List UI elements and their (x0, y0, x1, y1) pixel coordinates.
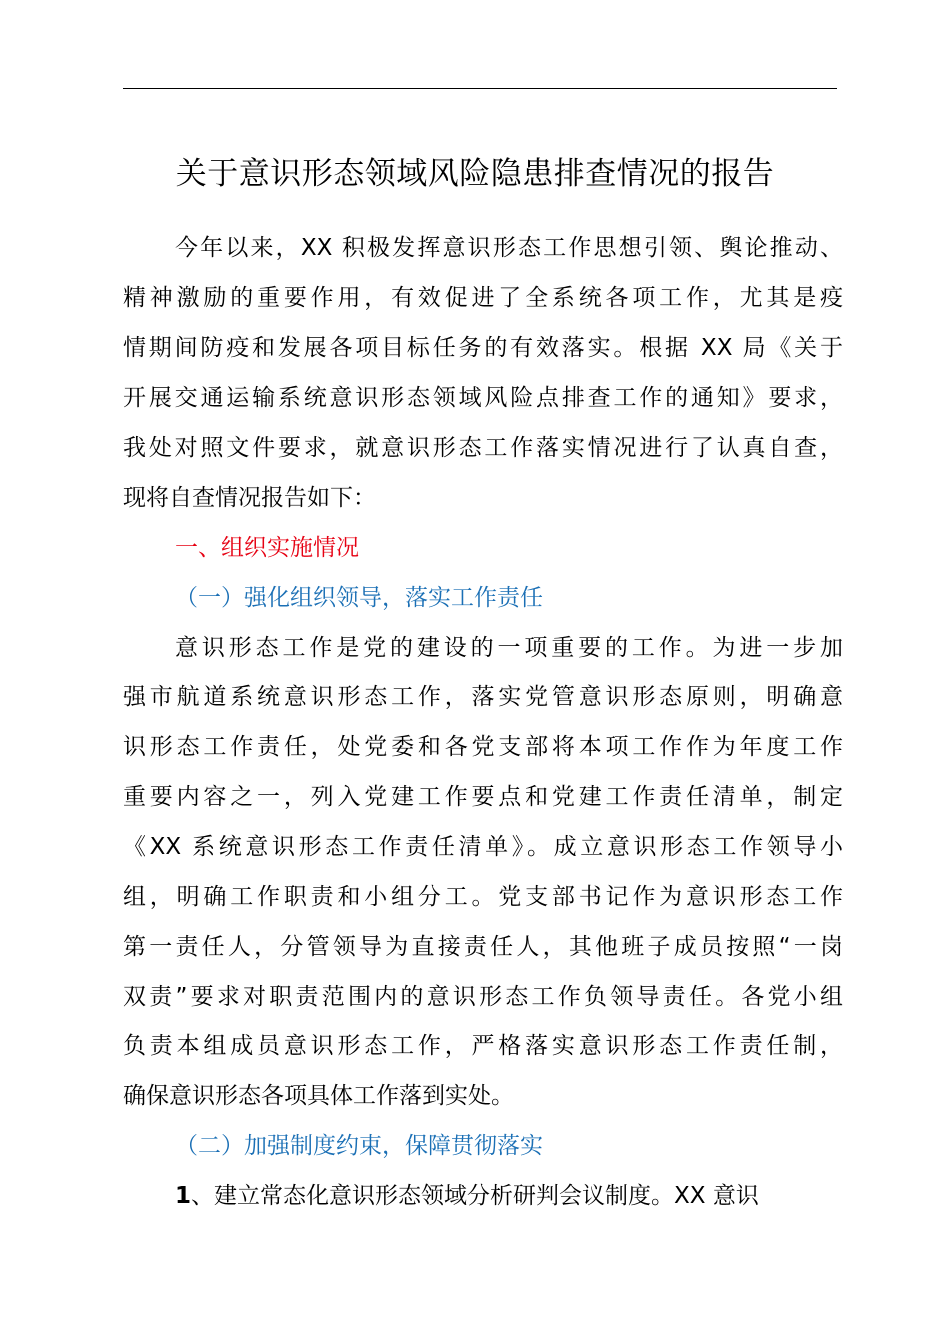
subsection-heading-1: （一）强化组织领导，落实工作责任 (175, 585, 543, 611)
numbered-item-1 (175, 1176, 843, 1216)
subsection-heading-2: （二）加强制度约束，保障贯彻落实 (175, 1133, 543, 1159)
intro-line-4: 开展交通运输系统意识形态领域风险点排查工作的通知》要求， (123, 385, 843, 411)
top-rule (123, 88, 837, 89)
section1-line-3: 识形态工作责任，处党委和各党支部将本项工作作为年度工作 (123, 734, 843, 760)
intro-line-5: 我处对照文件要求，就意识形态工作落实情况进行了认真自查， (123, 435, 843, 461)
intro-line-2: 精神激励的重要作用，有效促进了全系统各项工作，尤其是疫 (123, 285, 843, 311)
section1-line-5: 《XX 系统意识形态工作责任清单》。成立意识形态工作领导小 (123, 834, 843, 860)
item-text: 、建立常态化意识形态领域分析研判会议制度。XX 意识 (191, 1183, 759, 1209)
section1-line-9: 负责本组成员意识形态工作，严格落实意识形态工作责任制， (123, 1033, 843, 1059)
page-title: 关于意识形态领域风险隐患排查情况的报告 (175, 156, 775, 192)
intro-line-1: 今年以来，XX 积极发挥意识形态工作思想引领、舆论推动、 (175, 235, 843, 261)
section1-line-10: 确保意识形态各项具体工作落到实处。 (123, 1083, 514, 1109)
section1-line-6: 组，明确工作职责和小组分工。党支部书记作为意识形态工作 (123, 884, 843, 910)
intro-line-3: 情期间防疫和发展各项目标任务的有效落实。根据 XX 局《关于 (123, 335, 843, 361)
section1-line-1: 意识形态工作是党的建设的一项重要的工作。为进一步加 (175, 635, 843, 661)
intro-line-6: 现将自查情况报告如下： (123, 485, 376, 511)
item-number: 1 (175, 1183, 192, 1209)
section1-line-7: 第一责任人，分管领导为直接责任人，其他班子成员按照“一岗 (123, 934, 843, 960)
section1-line-8: 双责”要求对职责范围内的意识形态工作负领导责任。各党小组 (123, 984, 843, 1010)
section1-line-2: 强市航道系统意识形态工作，落实党管意识形态原则，明确意 (123, 684, 843, 710)
section-heading-1: 一、组织实施情况 (175, 535, 359, 561)
section1-line-4: 重要内容之一，列入党建工作要点和党建工作责任清单，制定 (123, 784, 843, 810)
